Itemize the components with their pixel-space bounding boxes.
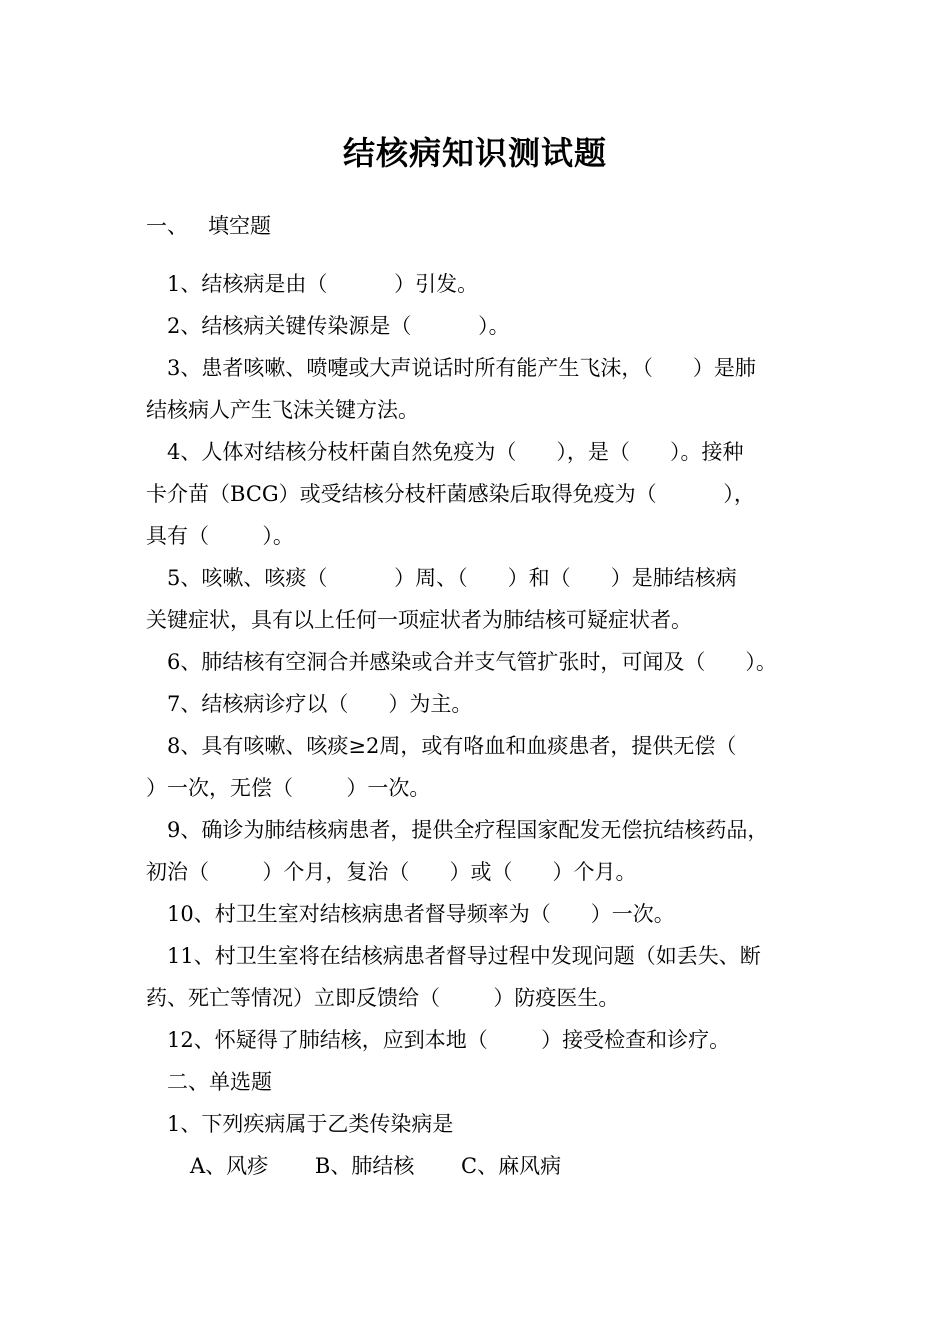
question-line: 5、咳嗽、咳痰（ ）周、（ ）和（ ）是肺结核病 — [167, 566, 737, 590]
question-line: 具有（ ）。 — [146, 524, 294, 548]
question-line: 11、村卫生室将在结核病患者督导过程中发现问题（如丢失、断 — [167, 944, 761, 968]
question-line: 10、村卫生室对结核病患者督导频率为（ ）一次。 — [167, 902, 675, 926]
section-heading-single-choice: 二、单选题 — [167, 1070, 272, 1094]
question-line: 1、结核病是由（ ）引发。 — [167, 272, 479, 296]
question-line: 4、人体对结核分枝杆菌自然免疫为（ ），是（ ）。接种 — [167, 440, 744, 464]
question-line: 结核病人产生飞沫关键方法。 — [146, 398, 419, 422]
question-line: 12、怀疑得了肺结核，应到本地（ ）接受检查和诊疗。 — [167, 1028, 731, 1052]
question-line: 卡介苗（BCG）或受结核分枝杆菌感染后取得免疫为（ ）， — [146, 482, 755, 506]
question-line: 1、下列疾病属于乙类传染病是 — [167, 1112, 454, 1136]
question-line: 药、死亡等情况）立即反馈给（ ）防疫医生。 — [146, 986, 620, 1010]
section-heading-fill-blank: 一、 填空题 — [146, 214, 272, 238]
question-line: 初治（ ）个月，复治（ ）或（ ）个月。 — [146, 860, 637, 884]
question-line: ）一次，无偿（ ）一次。 — [146, 776, 431, 800]
question-line: 9、确诊为肺结核病患者，提供全疗程国家配发无偿抗结核药品， — [167, 818, 769, 842]
question-line: 2、结核病关键传染源是（ ）。 — [167, 314, 510, 338]
question-line: 关键症状，具有以上任何一项症状者为肺结核可疑症状者。 — [146, 608, 692, 632]
page-title: 结核病知识测试题 — [342, 134, 607, 172]
question-line: 8、具有咳嗽、咳痰≥2周，或有咯血和血痰患者，提供无偿（ — [167, 734, 737, 758]
question-line: 7、结核病诊疗以（ ）为主。 — [167, 692, 473, 716]
question-line: 6、肺结核有空洞合并感染或合并支气管扩张时，可闻及（ ）。 — [167, 650, 777, 674]
answer-options: A、风疹 B、肺结核 C、麻风病 — [190, 1154, 562, 1178]
question-line: 3、患者咳嗽、喷嚏或大声说话时所有能产生飞沫，（ ）是肺 — [167, 356, 756, 380]
